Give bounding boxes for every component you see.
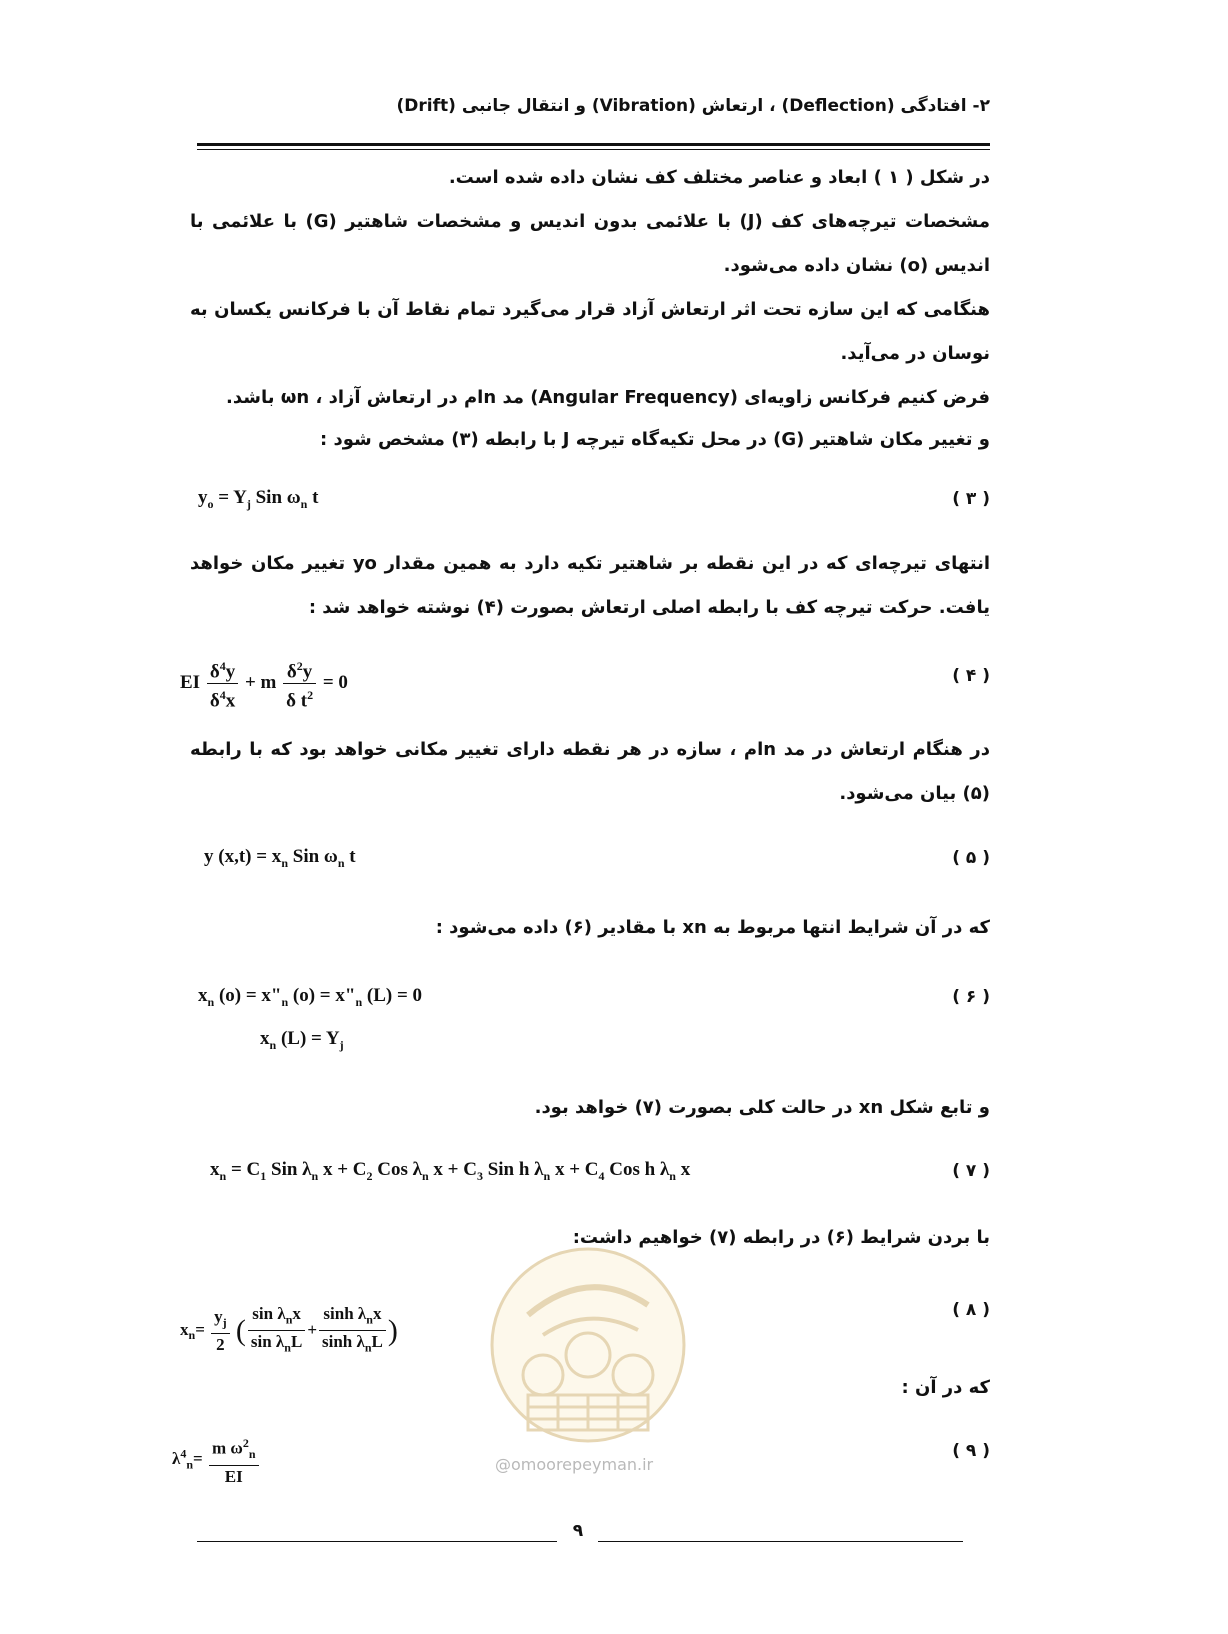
section-header: ۲- افتادگی (Deflection) ، ارتعاش (Vibration) و انتقال جانبی (Drift) (396, 96, 990, 116)
equation-9: $\lambda^4_n=$ $\frac{m \omega^2_n}{EI}$ (172, 1432, 261, 1488)
equation-8: $x_n=$ $\frac{y_j}{2}$ ( $\frac{\sin \lambda_nx}{\sin \lambda_nL}$ + $\frac{\sinh \lambda_nx}{\sinh \lambda_nL}$ ) (180, 1303, 398, 1359)
paragraph-2: مشخصات تیرچه‌های کف (J) با علائمی بدون اندیس و مشخصات شاهتیر (G) با علائمی با اندیس (o) نشان داده می‌شود. (190, 211, 990, 276)
page-number: ۹ (572, 1521, 584, 1541)
paragraph-4: فرض کنیم فرکانس زاویه‌ای (Angular Frequency) مد nام در ارتعاش آزاد ، ωn باشد. (226, 387, 990, 408)
equation-6a: $x_n$ $(o) = x"_n$ $(o) = x"_n$ (L) = 0 (198, 985, 423, 1009)
fraction: $\frac{\sin \lambda_nx}{\sin \lambda_nL}$ (248, 1303, 305, 1359)
paragraph-9: و تابع شکل xn در حالت کلی بصورت (۷) خواهد بود. (534, 1097, 990, 1118)
footer-rule-right (598, 1541, 963, 1542)
equation-3-number: ( ۳ ) (952, 489, 990, 509)
equation-6-number: ( ۶ ) (952, 987, 990, 1007)
paragraph-1: در شکل ( ۱ ) ابعاد و عناصر مختلف کف نشان داده شده است. (448, 167, 990, 188)
equation-6b: $x_n$ $(L) = Y_j$ (260, 1028, 344, 1052)
equation-5-number: ( ۵ ) (952, 848, 990, 868)
equation-5: y $(x,t) = x_n$ Sin $\omega_n$ t (204, 846, 356, 870)
fraction: $\frac{y_j}{2}$ (211, 1306, 230, 1356)
paragraph-11: که در آن : (901, 1377, 990, 1398)
equation-7-number: ( ۷ ) (952, 1161, 990, 1181)
header-rule-thin (197, 149, 990, 150)
watermark-text: @omoorepeyman.ir (495, 1455, 654, 1474)
fraction: $\frac{\delta^4y}{\delta^4x}$ (207, 655, 238, 713)
equation-4: EI $\frac{\delta^4y}{\delta^4x}$ + m $\frac{\delta^2y}{\delta t^2}$ = 0 (180, 655, 348, 713)
footer-rule-left (197, 1541, 557, 1542)
paragraph-6: انتهای تیرچه‌ای که در این نقطه بر شاهتیر تکیه دارد به همین مقدار yo تغییر مکان خواهد یافت. حرکت تیرچه کف با رابطه اصلی ارتعاش بصورت (۴) نوشته خواهد شد : (190, 553, 990, 618)
paragraph-10: با بردن شرایط (۶) در رابطه (۷) خواهیم داشت: (572, 1227, 990, 1248)
paragraph-5: و تغییر مکان شاهتیر (G) در محل تکیه‌گاه تیرچه J با رابطه (۳) مشخص شود : (320, 429, 990, 450)
equation-4-number: ( ۴ ) (952, 666, 990, 686)
equation-8-number: ( ۸ ) (952, 1300, 990, 1320)
watermark-logo-icon (488, 1245, 688, 1445)
fraction: $\frac{m \omega^2_n}{EI}$ (209, 1432, 259, 1488)
equation-7: $x_n = C_1$ Sin $\lambda_n$ $x + C_2$ Cos $\lambda_n$ $x + C_3$ Sin h $\lambda_n$ $x + C_4$ Cos h $\lambda_n$ x (210, 1159, 691, 1183)
fraction: $\frac{\delta^2y}{\delta t^2}$ (283, 655, 316, 713)
equation-3: $y_o = Y_j$ Sin $\omega_n$ t (198, 487, 319, 511)
paragraph-8: که در آن شرایط انتها مربوط به xn با مقادیر (۶) داده می‌شود : (435, 917, 990, 938)
equation-9-number: ( ۹ ) (952, 1441, 990, 1461)
paragraph-7: در هنگام ارتعاش در مد nام ، سازه در هر نقطه دارای تغییر مکانی خواهد بود که با رابطه (۵) بیان می‌شود. (190, 739, 991, 804)
paragraph-3: هنگامی که این سازه تحت اثر ارتعاش آزاد قرار می‌گیرد تمام نقاط آن با فرکانس یکسان به نوسان در می‌آید. (190, 299, 990, 364)
header-rule-thick (197, 143, 990, 146)
fraction: $\frac{\sinh \lambda_nx}{\sinh \lambda_nL}$ (319, 1303, 386, 1359)
